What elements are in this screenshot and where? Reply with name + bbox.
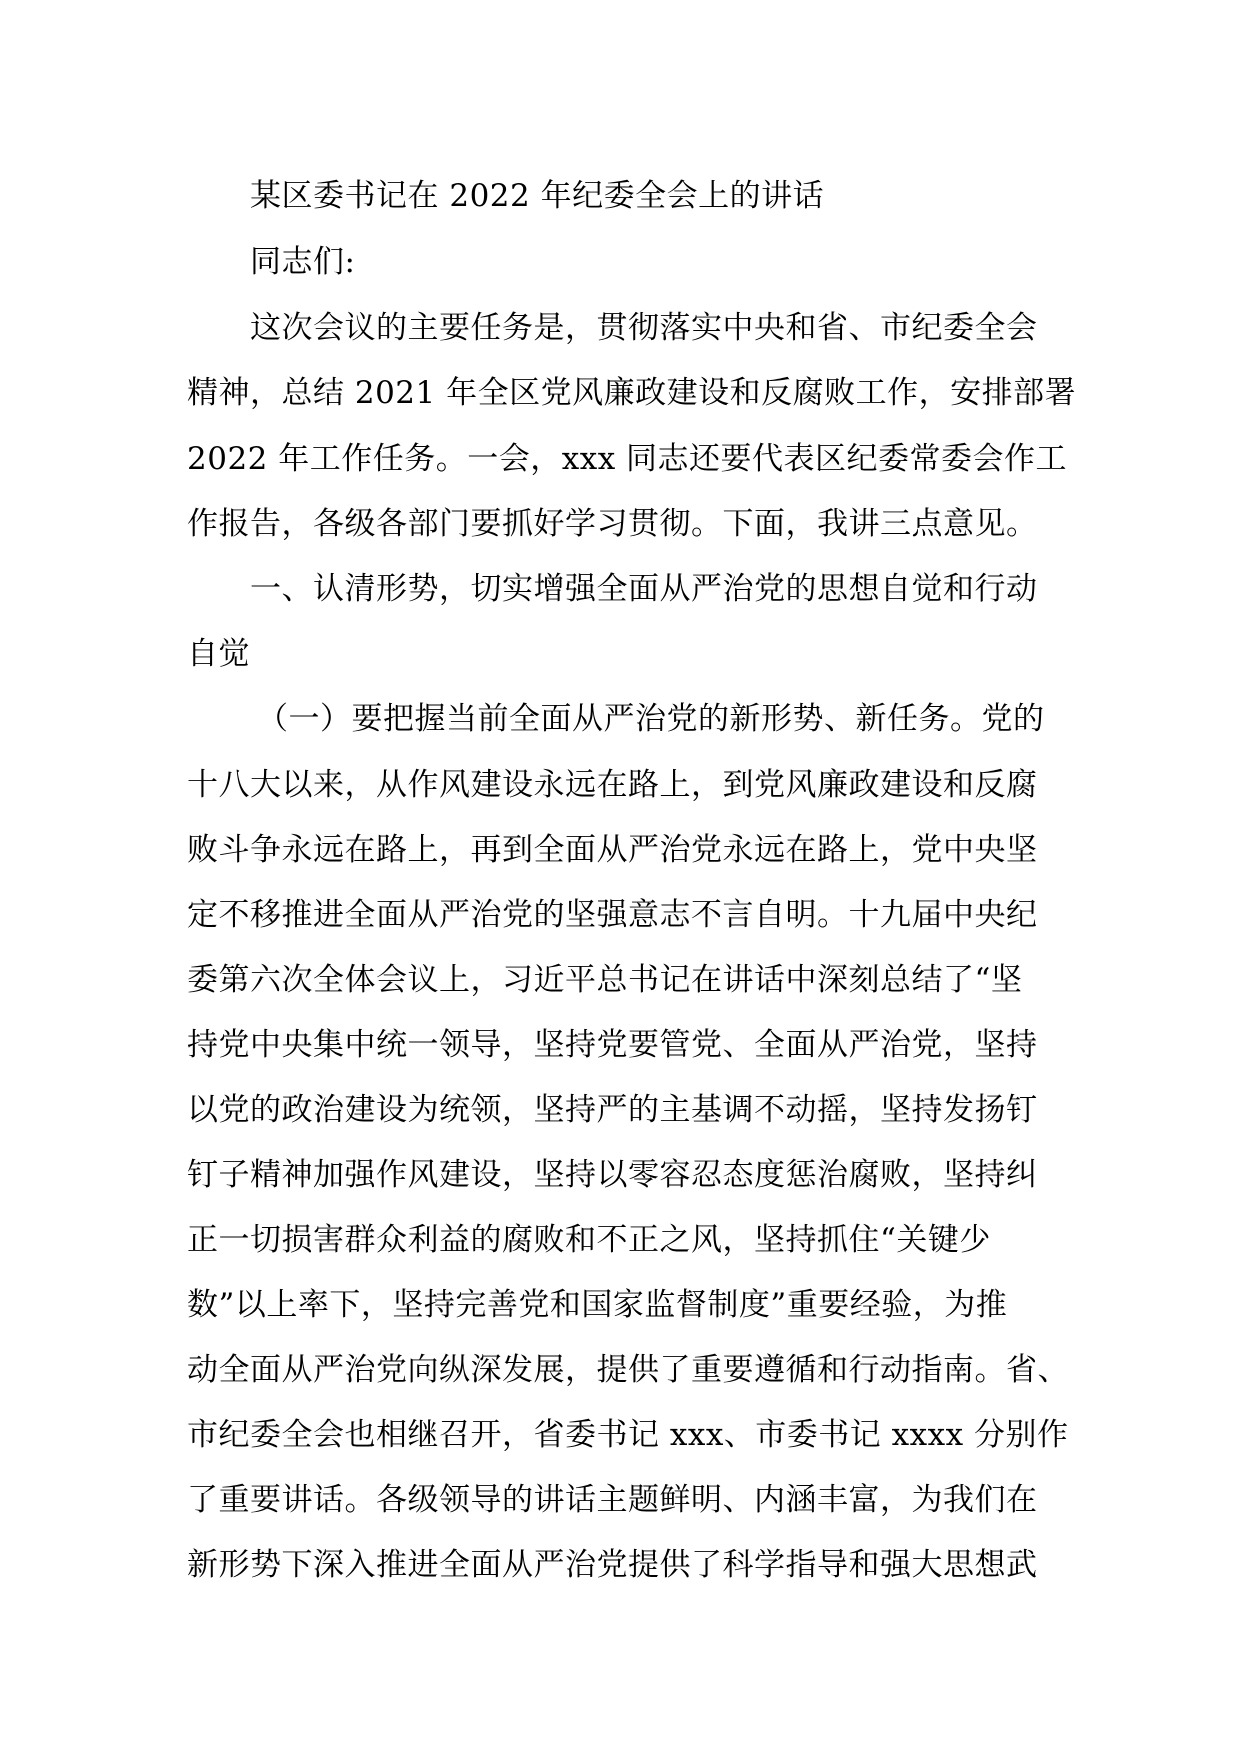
paragraph-line: 钉子精神加强作风建设，坚持以零容忍态度惩治腐败，坚持纠 [187,1157,1038,1193]
paragraph-line: 败斗争永远在路上，再到全面从严治党永远在路上，党中央坚 [187,832,1038,868]
document-title: 某区委书记在 2022 年纪委全会上的讲话 [250,178,825,214]
paragraph-line: 动全面从严治党向纵深发展，提供了重要遵循和行动指南。省、 [187,1352,1069,1388]
paragraph-line: 委第六次全体会议上，习近平总书记在讲话中深刻总结了“坚 [187,962,1023,998]
paragraph-line: 数”以上率下，坚持完善党和国家监督制度”重要经验，为推 [187,1287,1008,1323]
paragraph-line: 这次会议的主要任务是，贯彻落实中央和省、市纪委全会 [250,310,1038,346]
paragraph-line: 以党的政治建设为统领，坚持严的主基调不动摇，坚持发扬钉 [187,1092,1038,1128]
paragraph-line: 作报告，各级各部门要抓好学习贯彻。下面，我讲三点意见。 [187,506,1038,542]
paragraph-line: 市纪委全会也相继召开，省委书记 xxx、市委书记 xxxx 分别作 [187,1417,1069,1453]
paragraph-line: （一）要把握当前全面从严治党的新形势、新任务。党的 [257,701,1045,737]
paragraph-line: 了重要讲话。各级领导的讲话主题鲜明、内涵丰富，为我们在 [187,1482,1038,1518]
paragraph-line: 精神，总结 2021 年全区党风廉政建设和反腐败工作，安排部署 [187,375,1077,411]
paragraph-line: 正一切损害群众利益的腐败和不正之风，坚持抓住“关键少 [187,1222,991,1258]
paragraph-line: 2022 年工作任务。一会，xxx 同志还要代表区纪委常委会作工 [187,441,1068,477]
paragraph-line: 十八大以来，从作风建设永远在路上，到党风廉政建设和反腐 [187,767,1038,803]
paragraph-line: 持党中央集中统一领导，坚持党要管党、全面从严治党，坚持 [187,1027,1038,1063]
paragraph-line: 定不移推进全面从严治党的坚强意志不言自明。十九届中央纪 [187,897,1038,933]
paragraph-line: 新形势下深入推进全面从严治党提供了科学指导和强大思想武 [187,1547,1038,1583]
section-heading-line: 自觉 [187,636,250,672]
section-heading-line: 一、认清形势，切实增强全面从严治党的思想自觉和行动 [250,571,1038,607]
salutation: 同志们: [250,244,356,280]
